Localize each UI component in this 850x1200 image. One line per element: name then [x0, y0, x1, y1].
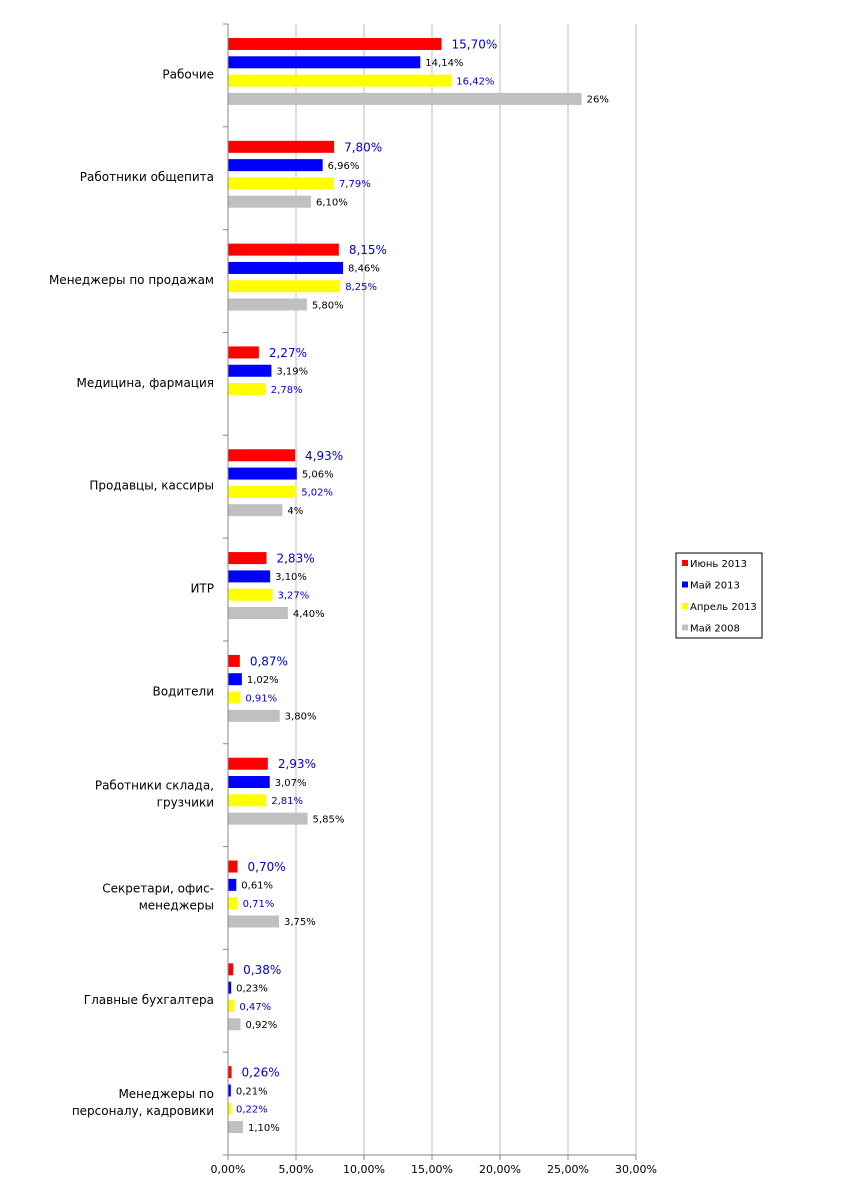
data-label: 0,47%	[239, 1001, 272, 1013]
data-label: 3,10%	[275, 572, 307, 584]
bar	[229, 1000, 235, 1012]
bar	[229, 196, 311, 208]
data-label: 4%	[287, 505, 304, 517]
legend-label: Июнь 2013	[690, 559, 747, 570]
category-label: персоналу, кадровики	[71, 1104, 214, 1119]
category-label: Медицина, фармация	[76, 375, 214, 390]
bar	[229, 607, 288, 619]
legend-label: Май 2013	[690, 580, 740, 592]
x-tick-label: 5,00%	[278, 1163, 314, 1176]
legend-label: Май 2008	[690, 623, 740, 635]
data-label: 4,93%	[305, 448, 344, 463]
data-label: 7,80%	[344, 140, 383, 155]
data-label: 4,40%	[292, 608, 325, 620]
category-label: Работники склада,	[94, 778, 214, 793]
data-label: 0,21%	[235, 1086, 268, 1098]
data-label: 7,79%	[338, 179, 371, 191]
bar	[229, 159, 323, 171]
x-tick-label: 30,00%	[615, 1163, 657, 1176]
bar	[229, 1103, 231, 1115]
data-label: 26%	[586, 94, 609, 106]
legend	[676, 553, 762, 638]
category-label: ИТР	[190, 581, 214, 596]
category-labels	[49, 67, 214, 1118]
bar	[229, 915, 280, 927]
bar	[229, 570, 271, 582]
category-label: Работники общепита	[79, 170, 214, 185]
data-label: 1,10%	[247, 1122, 280, 1134]
data-label: 15,70%	[451, 37, 498, 52]
x-tick-label: 10,00%	[343, 1163, 385, 1176]
bar	[229, 655, 240, 667]
data-label: 1,02%	[246, 675, 279, 687]
data-label: 3,75%	[284, 917, 316, 929]
data-label: 0,87%	[249, 654, 288, 669]
bar	[229, 299, 307, 311]
bar	[229, 468, 297, 480]
data-label: 3,07%	[274, 777, 307, 789]
data-label: 2,83%	[276, 551, 315, 566]
data-label: 14,14%	[425, 58, 464, 70]
data-label: 0,92%	[245, 1020, 278, 1032]
x-tick-label: 15,00%	[411, 1163, 453, 1176]
category-label: Менеджеры по продажам	[48, 273, 214, 288]
bar	[229, 982, 232, 994]
bar	[229, 75, 452, 87]
data-label: 5,85%	[312, 814, 345, 826]
data-label: 0,23%	[236, 983, 268, 995]
bar	[229, 692, 241, 704]
data-label: 3,19%	[276, 366, 309, 378]
bar	[229, 1066, 232, 1078]
data-label: 0,70%	[247, 860, 286, 875]
data-label: 2,81%	[271, 796, 303, 808]
data-label: 8,25%	[345, 282, 377, 294]
legend-label: Апрель 2013	[690, 602, 757, 613]
legend-swatch	[682, 625, 688, 631]
legend-swatch	[682, 560, 688, 566]
grid-lines	[296, 24, 636, 1155]
data-label: 5,80%	[311, 300, 344, 312]
category-label: Рабочие	[162, 67, 214, 82]
category-label: менеджеры	[138, 898, 214, 913]
data-label: 2,27%	[268, 345, 307, 360]
bar	[229, 141, 335, 153]
data-label: 8,46%	[348, 263, 380, 275]
x-tick-label: 25,00%	[547, 1163, 589, 1176]
data-label: 2,78%	[270, 384, 303, 396]
bar	[229, 963, 234, 975]
bar	[229, 758, 268, 770]
data-label: 0,91%	[245, 693, 278, 705]
category-label: Водители	[152, 684, 214, 699]
data-label: 6,10%	[315, 197, 348, 209]
x-tick-label: 20,00%	[479, 1163, 521, 1176]
bar	[229, 38, 442, 50]
category-label: Секретари, офис-	[102, 881, 214, 896]
bar	[229, 93, 582, 105]
bar	[229, 1084, 231, 1096]
bar	[229, 280, 341, 292]
bar	[229, 776, 270, 788]
bar	[229, 710, 280, 722]
data-label: 2,93%	[277, 757, 316, 772]
bar	[229, 383, 266, 395]
bar	[229, 449, 296, 461]
data-label: 0,22%	[235, 1104, 268, 1116]
bar	[229, 879, 237, 891]
data-label: 0,71%	[242, 898, 275, 910]
bar	[229, 504, 283, 516]
data-label: 5,06%	[301, 469, 334, 481]
x-tick-label: 0,00%	[210, 1163, 246, 1176]
data-label: 16,42%	[456, 76, 495, 88]
bar	[229, 897, 238, 909]
legend-swatch	[682, 582, 688, 588]
bar	[229, 244, 339, 256]
category-label: грузчики	[156, 795, 214, 810]
bar	[229, 813, 308, 825]
data-label: 5,02%	[301, 487, 334, 499]
bar	[229, 262, 344, 274]
bar	[229, 1018, 241, 1030]
bar	[229, 346, 259, 358]
bar	[229, 673, 242, 685]
data-label: 0,26%	[241, 1065, 280, 1080]
category-label: Продавцы, кассиры	[89, 478, 214, 493]
category-label: Главные бухгалтера	[83, 992, 214, 1007]
bar	[229, 365, 272, 377]
bar	[229, 1121, 243, 1133]
bar	[229, 794, 267, 806]
data-label: 3,80%	[284, 711, 317, 723]
category-label: Менеджеры по	[118, 1087, 214, 1102]
data-label: 3,27%	[277, 590, 310, 602]
bars	[229, 38, 582, 1133]
data-label: 8,15%	[348, 243, 387, 258]
bar	[229, 589, 273, 601]
data-label: 0,38%	[243, 962, 282, 977]
bar	[229, 486, 297, 498]
bar	[229, 177, 334, 189]
data-label: 0,61%	[241, 880, 274, 892]
bar	[229, 861, 238, 873]
data-label: 6,96%	[327, 160, 360, 172]
bar	[229, 56, 421, 68]
bar	[229, 552, 267, 564]
legend-swatch	[682, 603, 688, 609]
